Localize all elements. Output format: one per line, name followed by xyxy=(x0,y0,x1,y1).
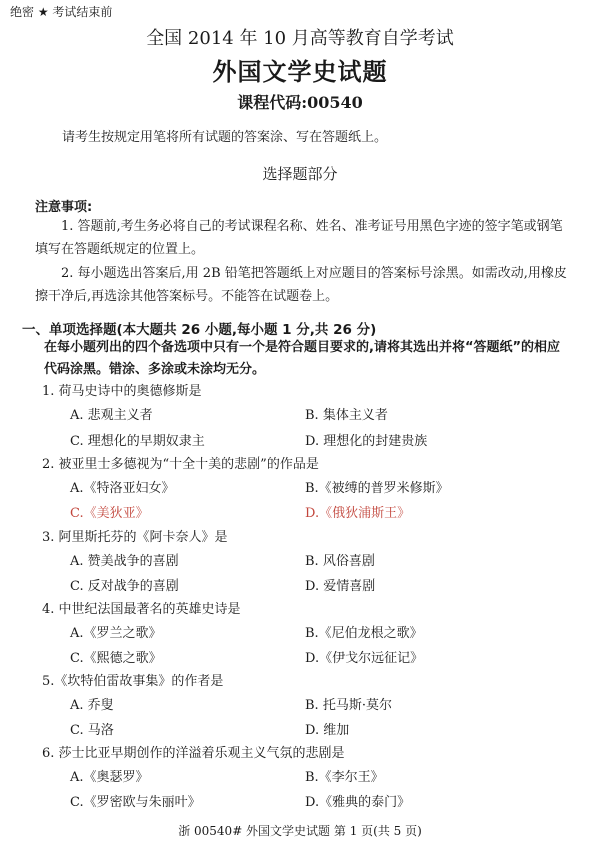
option-d: D. 理想化的封建贵族 xyxy=(305,434,428,449)
question-stem: 5.《坎特伯雷故事集》的作者是 xyxy=(42,674,224,689)
option-d: D.《伊戈尔远征记》 xyxy=(305,651,424,666)
notice-heading: 注意事项: xyxy=(35,200,93,215)
question-stem: 4. 中世纪法国最著名的英雄史诗是 xyxy=(42,602,241,617)
notice-item-1 xyxy=(35,215,575,261)
section-heading: 一、单项选择题(本大题共 26 小题,每小题 1 分,共 26 分) xyxy=(22,322,377,338)
option-b: B.《李尔王》 xyxy=(305,770,384,785)
notice-item-1-text: 1. 答题前,考生务必将自己的考试课程名称、姓名、准考证号用黑色字迹的签字笔或钢笔填写在答题纸规定的位置上。 xyxy=(35,219,563,257)
option-a: A.《奥瑟罗》 xyxy=(70,770,149,785)
option-a: A. 乔叟 xyxy=(70,698,114,713)
question-stem: 6. 莎士比亚早期创作的洋溢着乐观主义气氛的悲剧是 xyxy=(42,746,345,761)
part-title: 选择题部分 xyxy=(262,165,338,183)
option-d: D.《俄狄浦斯王》 xyxy=(305,506,411,521)
option-c: C. 马洛 xyxy=(70,723,114,738)
page-footer: 浙 00540# 外国文学史试题 第 1 页(共 5 页) xyxy=(178,824,422,838)
option-c: C.《熙德之歌》 xyxy=(70,651,162,666)
option-c: C. 理想化的早期奴隶主 xyxy=(70,434,205,449)
question-stem: 1. 荷马史诗中的奥德修斯是 xyxy=(42,384,202,399)
section-description: 在每小题列出的四个备选项中只有一个是符合题目要求的,请将其选出并将“答题纸”的相应代码涂黑。错涂、多涂或未涂均无分。 xyxy=(44,340,561,377)
general-instruction: 请考生按规定用笔将所有试题的答案涂、写在答题纸上。 xyxy=(62,130,388,145)
notice-item-2-text: 2. 每小题选出答案后,用 2B 铅笔把答题纸上对应题目的答案标号涂黑。如需改动,用橡皮擦干净后,再选涂其他答案标号。不能答在试题卷上。 xyxy=(35,266,567,304)
option-a: A.《罗兰之歌》 xyxy=(70,626,162,641)
option-b: B. 托马斯·莫尔 xyxy=(305,698,392,713)
option-d: D. 爱情喜剧 xyxy=(305,579,376,594)
option-a: A. 悲观主义者 xyxy=(70,408,153,423)
course-code: 课程代码:00540 xyxy=(237,93,363,112)
option-c: C. 反对战争的喜剧 xyxy=(70,579,179,594)
notice-item-2 xyxy=(35,262,575,308)
confidential-label: 绝密 ★ 考试结束前 xyxy=(10,5,113,19)
option-d: D.《雅典的泰门》 xyxy=(305,795,411,810)
question-stem: 2. 被亚里士多德视为“十全十美的悲剧”的作品是 xyxy=(42,457,319,472)
option-a: A.《特洛亚妇女》 xyxy=(70,481,175,496)
option-b: B. 风俗喜剧 xyxy=(305,554,375,569)
question-stem: 3. 阿里斯托芬的《阿卡奈人》是 xyxy=(42,530,228,545)
exam-session-line: 全国 2014 年 10 月高等教育自学考试 xyxy=(146,28,454,49)
option-c: C.《美狄亚》 xyxy=(70,506,149,521)
option-b: B.《尼伯龙根之歌》 xyxy=(305,626,423,641)
option-a: A. 赞美战争的喜剧 xyxy=(70,554,179,569)
page-title: 外国文学史试题 xyxy=(212,57,388,86)
option-d: D. 维加 xyxy=(305,723,350,738)
option-c: C.《罗密欧与朱丽叶》 xyxy=(70,795,201,810)
option-b: B. 集体主义者 xyxy=(305,408,388,423)
option-b: B.《被缚的普罗米修斯》 xyxy=(305,481,449,496)
